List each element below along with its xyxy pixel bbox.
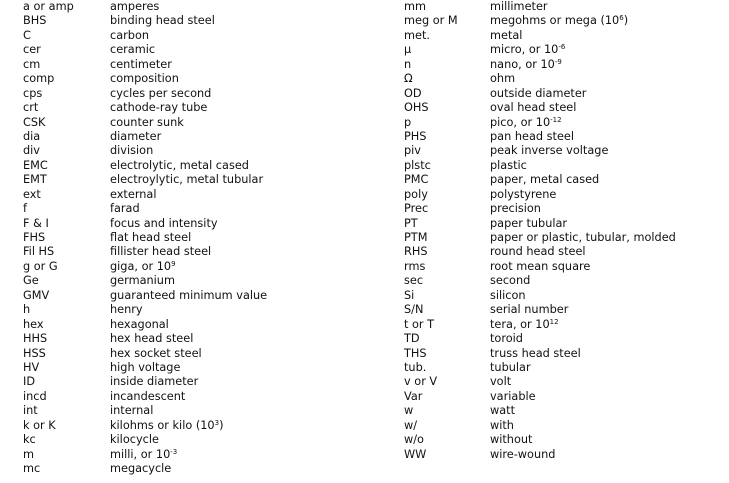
definition-text: farad	[110, 202, 140, 216]
abbreviation: met.	[404, 28, 430, 42]
abbreviation: w	[404, 404, 414, 418]
abbreviation-row	[0, 361, 360, 375]
definition	[110, 202, 140, 216]
abbreviation-row	[382, 274, 722, 288]
abbreviation-row	[0, 419, 360, 433]
definition	[110, 87, 211, 101]
definition-text: cathode-ray tube	[110, 101, 208, 115]
definition	[490, 318, 559, 332]
abbreviation-row	[382, 14, 722, 28]
exponent: -6	[558, 43, 566, 52]
definition-text: internal	[110, 404, 154, 418]
abbreviation-row	[0, 58, 360, 72]
definition	[490, 101, 576, 115]
exponent: -12	[550, 115, 562, 124]
abbreviation: ID	[23, 375, 36, 389]
abbreviation: cm	[23, 57, 41, 71]
definition-text: division	[110, 144, 154, 158]
definition	[490, 245, 586, 259]
abbreviation: rms	[404, 259, 426, 273]
definition	[490, 390, 536, 404]
definition	[110, 433, 159, 447]
abbreviation: ext	[23, 187, 41, 201]
definition	[490, 260, 590, 274]
abbreviation: PTM	[404, 231, 428, 244]
definition	[110, 260, 176, 274]
definition-text: guaranteed minimum value	[110, 288, 268, 302]
abbreviation-row	[0, 202, 360, 216]
abbreviation-row	[0, 144, 360, 158]
abbreviation-row	[382, 404, 722, 418]
abbreviation-row	[0, 433, 360, 447]
definition	[110, 462, 171, 476]
definition	[110, 303, 143, 317]
abbreviation-row	[382, 433, 722, 447]
abbreviation: TD	[404, 332, 420, 346]
abbreviation-row	[382, 419, 722, 433]
definition-text: diameter	[110, 129, 162, 143]
definition-text: hex socket steel	[110, 346, 202, 360]
definition-text: millimeter	[490, 0, 548, 13]
abbreviation: t or T	[404, 317, 435, 331]
abbreviation: w/o	[404, 433, 424, 447]
definition	[110, 101, 207, 115]
abbreviation-row	[0, 188, 360, 202]
abbreviation: THS	[404, 346, 427, 360]
definition	[490, 419, 514, 433]
abbreviation-row	[0, 448, 360, 462]
exponent: -3	[170, 447, 178, 456]
abbreviation: HHS	[23, 332, 48, 346]
definition	[110, 58, 172, 72]
definition	[110, 332, 193, 346]
abbreviation-row	[382, 375, 722, 389]
definition	[490, 144, 608, 158]
abbreviation: k or K	[23, 418, 56, 432]
abbreviation: comp	[23, 72, 55, 86]
abbreviation: incd	[23, 389, 47, 403]
exponent: 6	[619, 14, 624, 23]
definition	[110, 318, 169, 332]
definition	[110, 375, 198, 389]
abbreviation: PT	[404, 216, 418, 230]
definition	[110, 173, 263, 187]
abbreviation-row	[382, 159, 722, 173]
definition	[110, 231, 191, 245]
abbreviation-row	[382, 318, 722, 332]
definition-text: paper or plastic, tubular, molded	[490, 231, 676, 244]
definition	[490, 159, 527, 173]
definition	[110, 144, 153, 158]
abbreviation: FHS	[23, 231, 46, 244]
abbreviation-row	[0, 29, 360, 43]
definition	[490, 58, 562, 72]
abbreviation: tub.	[404, 360, 427, 374]
exponent: 12	[549, 317, 559, 326]
definition-text: binding head steel	[110, 14, 215, 28]
abbreviation-row	[0, 274, 360, 288]
abbreviation: HSS	[23, 346, 46, 360]
definition-text: tubular	[490, 360, 531, 374]
definition-text: nano, or 10	[490, 57, 555, 71]
abbreviation-row	[382, 87, 722, 101]
definition-text: henry	[110, 303, 143, 317]
definition-text: megohms or mega (10	[490, 14, 620, 28]
definition-text: amperes	[110, 0, 160, 13]
abbreviation: dia	[23, 129, 41, 143]
abbreviation-row	[0, 347, 360, 361]
definition-text: counter sunk	[110, 115, 184, 129]
abbreviation-row	[0, 260, 360, 274]
abbreviation-row	[0, 375, 360, 389]
definition	[490, 375, 511, 389]
definition	[490, 173, 599, 187]
definition-text: electroylytic, metal tubular	[110, 173, 264, 187]
definition-text: pan head steel	[490, 129, 574, 143]
abbreviation-row	[382, 332, 722, 346]
definition-text: variable	[490, 389, 536, 403]
abbreviation-row	[382, 448, 722, 462]
definition-text: electrolytic, metal cased	[110, 158, 249, 172]
definition	[490, 130, 574, 144]
abbreviation: S/N	[404, 303, 424, 317]
abbreviation-row	[382, 130, 722, 144]
definition	[490, 87, 586, 101]
abbreviation: plstc	[404, 158, 431, 172]
definition-text: paper, metal cased	[490, 173, 600, 187]
abbreviation: m	[23, 447, 35, 461]
definition	[110, 72, 179, 86]
definition	[110, 274, 175, 288]
definition-text: metal	[490, 28, 523, 42]
definition	[110, 448, 177, 462]
abbreviation: GMV	[23, 288, 50, 302]
definition-text: watt	[490, 404, 516, 418]
abbreviation: v or V	[404, 375, 438, 389]
definition-text: polystyrene	[490, 187, 557, 201]
definition	[110, 0, 159, 14]
abbreviation-list-right	[382, 0, 722, 462]
abbreviation: PMC	[404, 173, 429, 187]
abbreviation: Ω	[404, 72, 413, 86]
abbreviation: div	[23, 144, 40, 158]
definition	[490, 202, 541, 216]
definition-text: kilohms or kilo (10	[110, 418, 215, 432]
definition	[110, 419, 224, 433]
abbreviation: f	[23, 202, 27, 216]
abbreviation: HV	[23, 360, 40, 374]
definition	[490, 361, 531, 375]
definition	[490, 289, 526, 303]
definition-text: high voltage	[110, 360, 181, 374]
definition-text: toroid	[490, 332, 523, 346]
abbreviation-row	[382, 29, 722, 43]
abbreviation: WW	[404, 447, 427, 461]
definition	[490, 0, 548, 14]
abbreviation-row	[0, 217, 360, 231]
definition-text: plastic	[490, 158, 527, 172]
definition	[490, 43, 565, 57]
abbreviation-row	[0, 0, 360, 14]
abbreviation-row	[382, 289, 722, 303]
abbreviation: Fil HS	[23, 245, 55, 259]
abbreviation-row	[0, 332, 360, 346]
abbreviation: poly	[404, 187, 428, 201]
definition-text: focus and intensity	[110, 216, 218, 230]
definition-text: silicon	[490, 288, 526, 302]
definition-text: composition	[110, 72, 179, 86]
abbreviation: cps	[23, 86, 43, 100]
definition-text: fillister head steel	[110, 245, 212, 259]
abbreviation: hex	[23, 317, 44, 331]
abbreviation-row	[0, 72, 360, 86]
abbreviation-row	[0, 14, 360, 28]
abbreviation: BHS	[23, 14, 47, 28]
definition-text: peak inverse voltage	[490, 144, 609, 158]
definition	[110, 130, 161, 144]
abbreviation-row	[382, 303, 722, 317]
definition	[110, 289, 267, 303]
definition-text: hex head steel	[110, 332, 194, 346]
abbreviation-row	[0, 173, 360, 187]
abbreviation: mc	[23, 462, 41, 475]
abbreviation: F & I	[23, 216, 49, 230]
abbreviation: p	[404, 115, 412, 129]
definition	[110, 347, 202, 361]
abbreviation-row	[0, 462, 360, 476]
definition	[110, 188, 156, 202]
abbreviation: sec	[404, 274, 424, 288]
definition-text: outside diameter	[490, 86, 587, 100]
definition	[490, 231, 676, 245]
definition-text: germanium	[110, 274, 175, 288]
definition	[490, 404, 515, 418]
definition-text: milli, or 10	[110, 447, 171, 461]
definition	[490, 303, 568, 317]
definition	[490, 274, 530, 288]
abbreviation-row	[382, 58, 722, 72]
abbreviation: g or G	[23, 259, 58, 273]
exponent: 9	[171, 259, 176, 268]
definition-text: round head steel	[490, 245, 586, 259]
definition	[110, 361, 180, 375]
abbreviation: n	[404, 57, 412, 71]
abbreviation: meg or M	[404, 14, 458, 28]
definition	[110, 404, 153, 418]
abbreviation-row	[0, 303, 360, 317]
definition-text: centimeter	[110, 57, 172, 71]
abbreviation-row	[382, 245, 722, 259]
definition-text: without	[490, 433, 533, 447]
definition-text: inside diameter	[110, 375, 199, 389]
abbreviation-row	[382, 72, 722, 86]
abbreviation-row	[382, 101, 722, 115]
abbreviation-row	[0, 390, 360, 404]
definition-text: megacycle	[110, 462, 172, 475]
definition-suffix: )	[219, 418, 224, 432]
abbreviation: Ge	[23, 274, 39, 288]
abbreviation: Prec	[404, 202, 429, 216]
definition-text: external	[110, 187, 157, 201]
definition	[110, 217, 218, 231]
definition-suffix: )	[623, 14, 629, 28]
definition-text: serial number	[490, 303, 569, 317]
definition	[490, 29, 522, 43]
abbreviation: piv	[404, 144, 421, 158]
abbreviation-row	[0, 318, 360, 332]
definition-text: with	[490, 418, 514, 432]
definition	[490, 72, 515, 86]
definition	[490, 347, 581, 361]
abbreviation-row	[382, 0, 722, 14]
definition-text: volt	[490, 375, 512, 389]
exponent: 3	[214, 418, 220, 427]
definition-text: ohm	[490, 72, 516, 86]
definition-text: wire-wound	[490, 447, 556, 461]
definition-text: pico, or 10	[490, 115, 551, 129]
abbreviation: RHS	[404, 245, 428, 259]
definition-text: root mean square	[490, 259, 591, 273]
abbreviation-list-left	[0, 0, 360, 476]
definition	[490, 448, 555, 462]
abbreviation: h	[23, 303, 31, 317]
abbreviation-row	[382, 202, 722, 216]
abbreviation-row	[0, 159, 360, 173]
abbreviation: w/	[404, 418, 418, 432]
abbreviation-row	[0, 43, 360, 57]
abbreviation: EMT	[23, 173, 47, 187]
abbreviation-row	[382, 347, 722, 361]
abbreviation-row	[0, 87, 360, 101]
abbreviation-row	[382, 173, 722, 187]
definition	[110, 159, 249, 173]
abbreviation: a or amp	[23, 0, 74, 13]
definition	[490, 188, 556, 202]
abbreviation-row	[382, 217, 722, 231]
definition	[110, 43, 155, 57]
definition	[110, 14, 215, 28]
abbreviation-row	[382, 116, 722, 130]
abbreviation: crt	[23, 101, 39, 115]
abbreviation-row	[382, 188, 722, 202]
abbreviation-row	[0, 116, 360, 130]
definition	[110, 116, 184, 130]
abbreviation-row	[0, 101, 360, 115]
abbreviation-row	[382, 390, 722, 404]
abbreviation-row	[382, 43, 722, 57]
definition	[490, 14, 628, 28]
abbreviation: CSK	[23, 115, 46, 129]
abbreviation: EMC	[23, 158, 48, 172]
abbreviation-row	[382, 144, 722, 158]
definition	[110, 29, 149, 43]
abbreviation: OHS	[404, 101, 429, 115]
abbreviation-row	[0, 404, 360, 418]
definition-text: hexagonal	[110, 317, 169, 331]
abbreviation: cer	[23, 43, 41, 57]
definition-text: giga, or 10	[110, 259, 172, 273]
abbreviation: mm	[404, 0, 427, 13]
definition-text: cycles per second	[110, 86, 212, 100]
definition	[490, 433, 532, 447]
abbreviation-row	[0, 245, 360, 259]
abbreviation: μ	[404, 43, 412, 57]
abbreviation: PHS	[404, 129, 427, 143]
definition-text: flat head steel	[110, 231, 192, 244]
definition	[110, 245, 211, 259]
abbreviation-row	[382, 231, 722, 245]
abbreviation-row	[0, 231, 360, 245]
abbreviation-row	[0, 130, 360, 144]
definition	[490, 116, 562, 130]
abbreviation-row	[382, 260, 722, 274]
abbreviation-row	[0, 289, 360, 303]
definition-text: micro, or 10	[490, 43, 559, 57]
definition	[490, 217, 567, 231]
abbreviation: C	[23, 28, 31, 42]
definition	[110, 390, 185, 404]
definition-text: incandescent	[110, 389, 186, 403]
definition-text: ceramic	[110, 43, 156, 57]
abbreviation: Si	[404, 288, 415, 302]
abbreviation-row	[382, 361, 722, 375]
definition-text: carbon	[110, 28, 150, 42]
definition-text: paper tubular	[490, 216, 568, 230]
exponent: -9	[554, 57, 562, 66]
definition-text: tera, or 10	[490, 317, 550, 331]
abbreviation: Var	[404, 389, 423, 403]
definition-text: oval head steel	[490, 101, 577, 115]
definition-text: precision	[490, 202, 541, 216]
definition-text: truss head steel	[490, 346, 581, 360]
abbreviation: int	[23, 404, 38, 418]
abbreviation: OD	[404, 86, 422, 100]
abbreviation: kc	[23, 433, 36, 447]
definition-text: second	[490, 274, 531, 288]
definition	[490, 332, 523, 346]
definition-text: kilocycle	[110, 433, 159, 447]
